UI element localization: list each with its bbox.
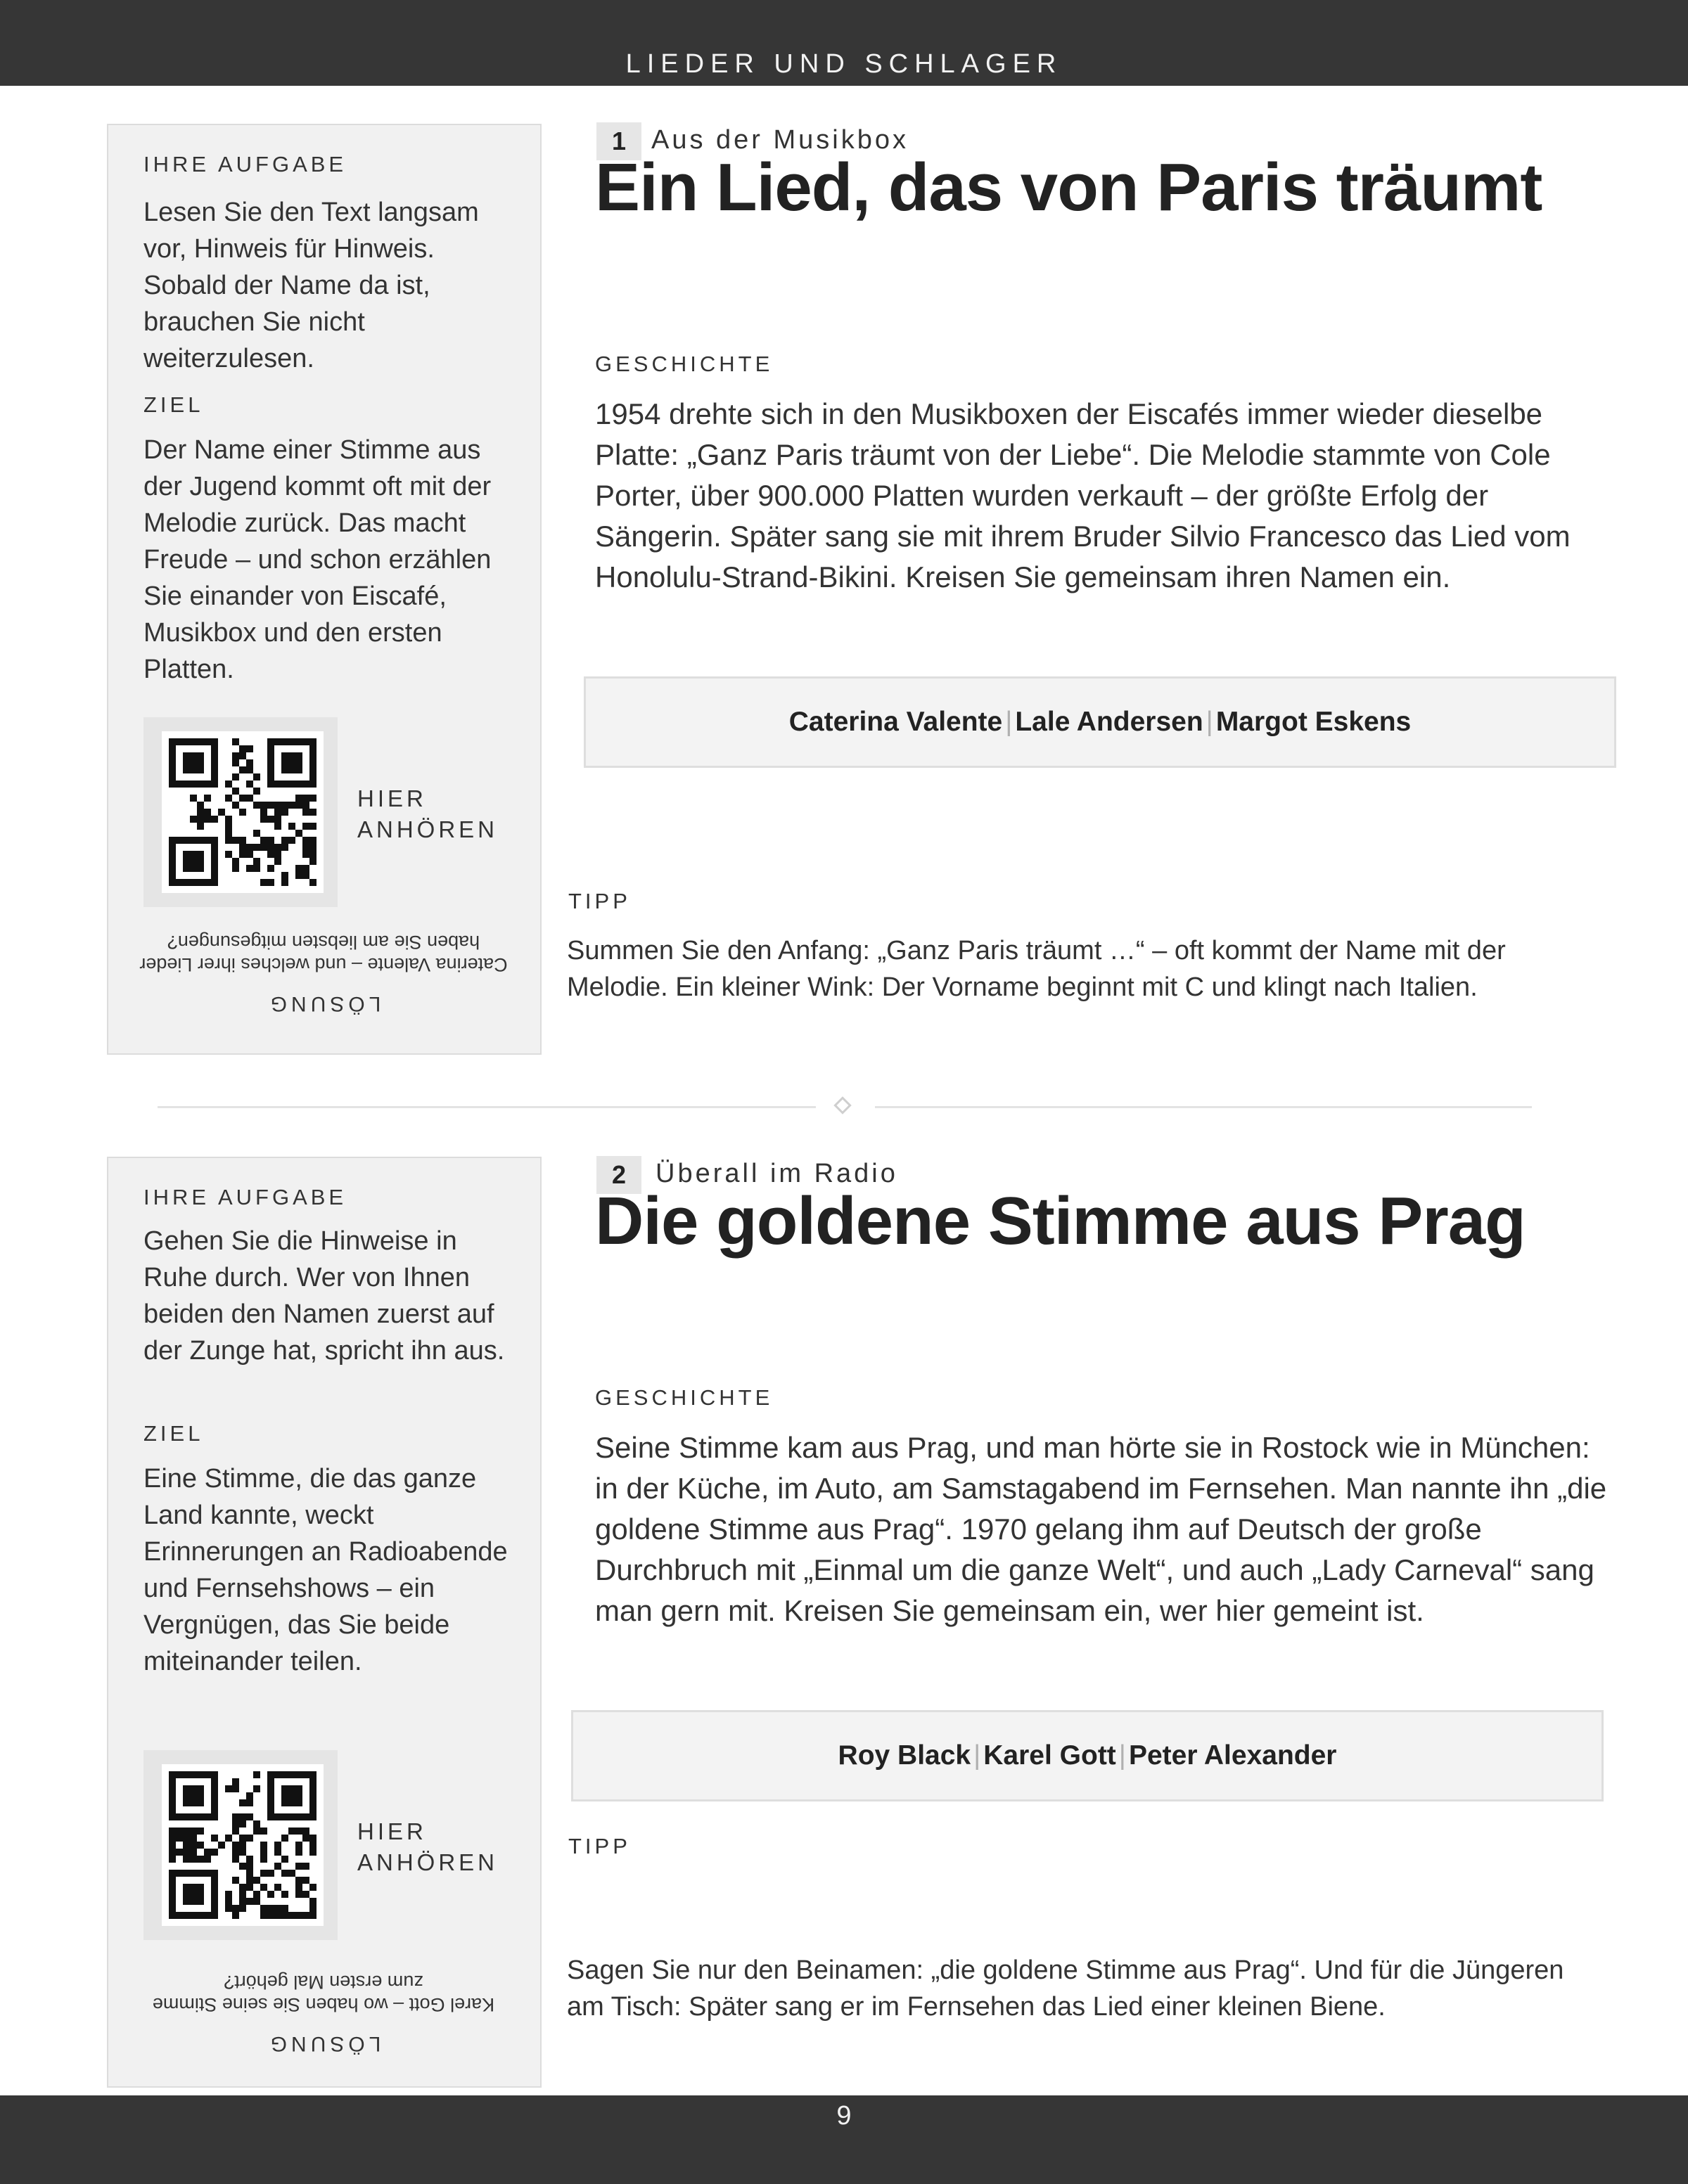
solution-label: LÖSUNG (266, 2032, 381, 2055)
answer-choices: Roy Black | Karel Gott | Peter Alexander (571, 1710, 1604, 1801)
task-text: Lesen Sie den Text langsam vor, Hinweis für Hinweis. Sobald der Name da ist, brauchen Sie nicht weiterzulesen. (143, 198, 479, 373)
task-text: Gehen Sie die Hinweise in Ruhe durch. Wer von Ihnen beiden den Namen zuerst auf der Zunge hat, spricht ihn aus. (143, 1226, 505, 1366)
choice-option[interactable]: Roy Black (838, 1740, 971, 1771)
tip-text: Summen Sie den Anfang: „Ganz Paris träumt …“ – oft kommt der Name mit der Melodie. Ein kleiner Wink: Der Vorname beginnt mit C und klingt nach Italien. (567, 936, 1506, 1002)
qr-code-graphic (169, 1771, 316, 1919)
puzzle-headline: Die goldene Stimme aus Prag (595, 1183, 1526, 1259)
goal-text: Eine Stimme, die das ganze Land kannte, weckt Erinnerungen an Radioabende und Fernsehshows – ein Vergnügen, das Sie beide miteinander teilen. (143, 1464, 508, 1676)
tip-label: TIPP (568, 889, 631, 913)
listen-label (357, 783, 498, 845)
tip-label: TIPP (568, 1834, 631, 1858)
puzzle-kicker: Aus der Musikbox (651, 125, 909, 155)
page-number: 9 (836, 2101, 852, 2131)
qr-code-graphic (169, 738, 316, 886)
page-footer (0, 2095, 1688, 2184)
divider-diamond-icon (833, 1096, 851, 1114)
header-title: LIEDER UND SCHLAGER (625, 49, 1063, 79)
task-label: IHRE AUFGABE (143, 152, 347, 176)
puzzle-number-badge: 2 (596, 1156, 641, 1194)
solution-text: Caterina Valente – und welches ihrer Lieder haben Sie am liebsten mitgesungen? (139, 932, 508, 975)
tip-text: Sagen Sie nur den Beinamen: „die goldene Stimme aus Prag“. Und für die Jüngeren am Tisch: Später sang er im Fernsehen das Lied einer kleinen Biene. (567, 1955, 1564, 2022)
listen-label-line1: HIER (357, 785, 427, 811)
section-divider-left (158, 1106, 816, 1108)
solution-upside-down (134, 1971, 513, 2055)
solution-label: LÖSUNG (266, 992, 381, 1015)
task-label: IHRE AUFGABE (143, 1185, 347, 1209)
puzzle-headline: Ein Lied, das von Paris träumt (595, 150, 1542, 225)
solution-upside-down (134, 931, 513, 1015)
page-header (0, 0, 1688, 86)
choice-option[interactable]: Karel Gott (983, 1740, 1116, 1771)
task-sidebar-1 (107, 124, 542, 1055)
task-sidebar-2 (107, 1157, 542, 2088)
qr-code-icon[interactable] (143, 1750, 338, 1940)
choice-option[interactable]: Peter Alexander (1128, 1740, 1337, 1771)
qr-code-icon[interactable] (143, 717, 338, 907)
choice-option[interactable]: Margot Eskens (1215, 707, 1412, 737)
puzzle-kicker: Überall im Radio (656, 1159, 898, 1188)
answer-choices: Caterina Valente | Lale Andersen | Margot Eskens (584, 676, 1616, 768)
story-label: GESCHICHTE (595, 1385, 774, 1410)
choice-option[interactable]: Caterina Valente (788, 707, 1003, 737)
story-text: 1954 drehte sich in den Musikboxen der Eiscafés immer wieder dieselbe Platte: „Ganz Paris träumt von der Liebe“. Die Melodie stammte von Cole Porter, über 900.000 Platten wurden verkauft – der größte Erfolg der Sängerin. Später sang sie mit ihrem Bruder Silvio Francesco das Lied vom Honolulu-Strand-Bikini. Kreisen Sie gemeinsam ihren Namen ein. (595, 397, 1571, 593)
listen-label (357, 1816, 498, 1878)
goal-label: ZIEL (143, 392, 204, 417)
goal-text: Der Name einer Stimme aus der Jugend kommt oft mit der Melodie zurück. Das macht Freude – und schon erzählen Sie einander von Eiscafé, Musikbox und den ersten Platten. (143, 435, 492, 684)
choice-option[interactable]: Lale Andersen (1015, 707, 1203, 737)
solution-text: Karel Gott – wo haben Sie seine Stimme zum ersten Mal gehört? (152, 1972, 495, 2015)
listen-label-line2: ANHÖREN (357, 1849, 499, 1875)
listen-label-line2: ANHÖREN (357, 816, 499, 842)
goal-label: ZIEL (143, 1421, 204, 1446)
listen-label-line1: HIER (357, 1818, 427, 1844)
section-divider-right (875, 1106, 1532, 1108)
puzzle-number-badge: 1 (596, 122, 641, 160)
story-text: Seine Stimme kam aus Prag, und man hörte sie in Rostock wie in München: in der Küche, im Auto, am Samstagabend im Fernsehen. Man nannte ihn „die goldene Stimme aus Prag“. 1970 gelang ihm auf Deutsch der große Durchbruch mit „Einmal um die ganze Welt“, und auch „Lady Carneval“ sang man gern mit. Kreisen Sie gemeinsam ein, wer hier gemeint ist. (595, 1431, 1607, 1627)
story-label: GESCHICHTE (595, 352, 774, 376)
